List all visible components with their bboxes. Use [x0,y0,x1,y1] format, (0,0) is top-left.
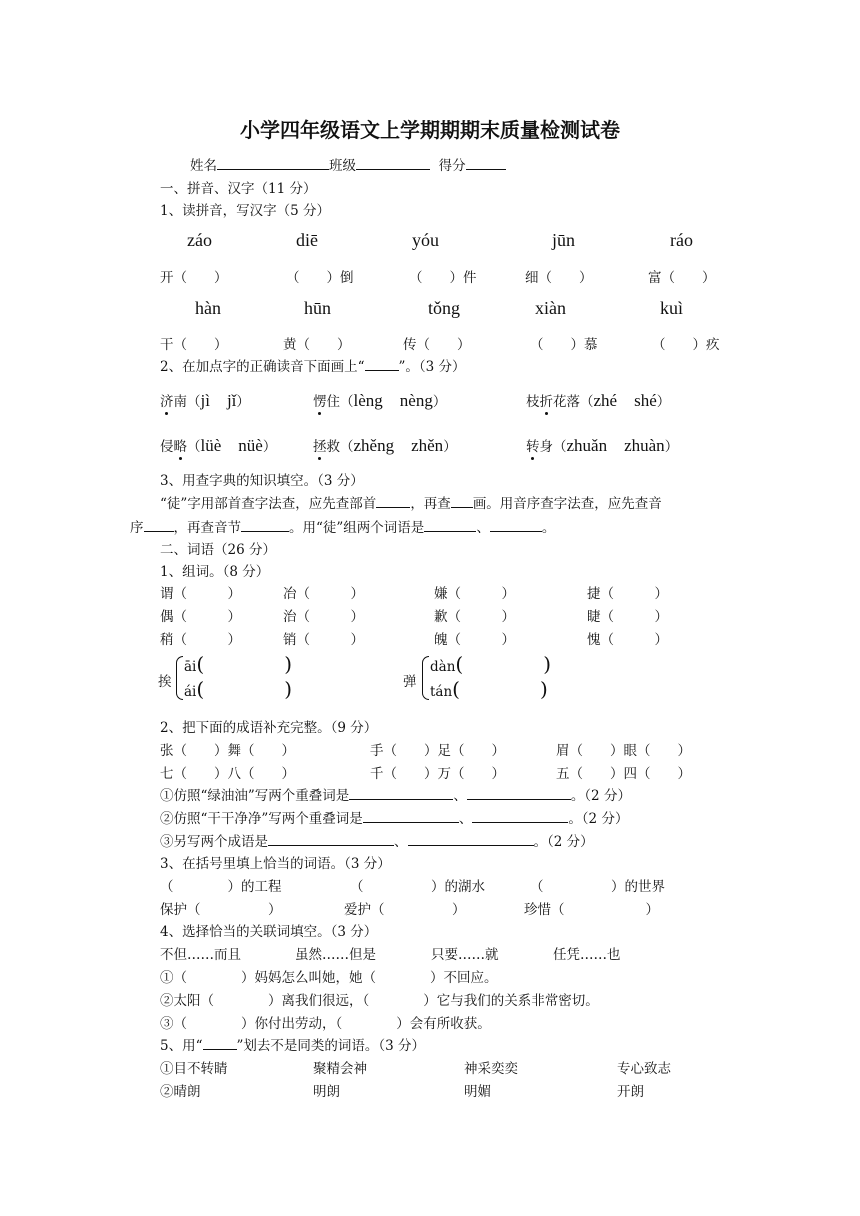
conjunction-sentence[interactable]: ②太阳（ ）离我们很远，（ ）它与我们的关系非常密切。 [160,993,599,1009]
tone-item: 侵略（lüè nüè） [160,436,277,455]
pinyin-options[interactable]: zhuǎn zhuàn [566,436,665,455]
conjunction-sentence[interactable]: ①（ ）妈妈怎么叫她，她（ ）不回应。 [160,970,498,986]
pinyin-options[interactable]: zhé shé [593,391,657,410]
class-blank[interactable] [356,155,430,170]
idiom-extra: ③另写两个成语是 、 。（2 分） [160,834,594,850]
conjunction-option: 任凭……也 [553,947,621,963]
char-blank[interactable]: （ ）件 [409,270,477,286]
underline-sample [365,358,399,371]
pinyin-options[interactable]: zhěng zhěn [353,436,444,455]
reduplication-1: ①仿照“绿油油”写两个重叠词是 、 。（2 分） [160,788,631,804]
answer-blank[interactable] [490,519,542,532]
word-blank[interactable]: 魄（ ） [434,632,515,648]
phrase-blank[interactable]: 珍惜（ ） [524,902,659,918]
word-option[interactable]: 聚精会神 [313,1061,367,1077]
char-blank[interactable]: 细（ ） [525,270,593,286]
word-blank[interactable]: 偶（ ） [160,609,241,625]
conjunction-option: 不但……而且 [160,947,241,963]
pinyin: ráo [670,230,693,250]
word-option[interactable]: 明媚 [464,1084,491,1100]
section-2-heading: 二、词语（26 分） [160,542,276,558]
question-2-1: 1、组词。（8 分） [160,564,270,580]
conjunction-sentence[interactable]: ③（ ）你付出劳动，（ ）会有所收获。 [160,1016,491,1032]
word-blank[interactable]: 治（ ） [283,609,364,625]
brace-icon [176,656,183,700]
pinyin: hàn [195,298,221,318]
phrase-blank[interactable]: 保护（ ） [160,902,282,918]
name-label: 姓名 [190,158,217,174]
char-blank[interactable]: 传（ ） [403,337,471,353]
idiom-blank[interactable]: 张（ ）舞（ ） [160,743,295,759]
polyphone-reading[interactable]: tán( ) [430,677,548,701]
phrase-blank[interactable]: （ ）的世界 [530,879,665,895]
section-1-heading: 一、拼音、汉字（11 分） [160,181,317,197]
question-1-3: 3、用查字典的知识填空。（3 分） [160,473,364,489]
student-info-line [190,154,506,174]
polyphone-char: 挨 [158,674,172,690]
answer-blank[interactable] [268,833,394,846]
answer-blank[interactable] [349,787,453,800]
pinyin-options[interactable]: lüè nüè [200,436,263,455]
char-blank[interactable]: （ ）倒 [286,270,354,286]
dictionary-line-2: 序 ，再查音节 。用“徒”组两个词语是 、 。 [130,520,556,536]
char-blank[interactable]: 开（ ） [160,270,228,286]
reduplication-2: ②仿照“干干净净”写两个重叠词是 、 。（2 分） [160,811,629,827]
answer-blank[interactable] [363,810,459,823]
pinyin: hūn [304,298,331,318]
question-2-5: 5、用“ ”划去不是同类的词语。（3 分） [160,1038,426,1054]
name-blank[interactable] [217,155,329,170]
conjunction-option: 只要……就 [431,947,499,963]
word-option[interactable]: 开朗 [617,1084,644,1100]
page-title: 小学四年级语文上学期期期末质量检测试卷 [240,118,620,142]
brace-icon [422,656,429,700]
char-blank[interactable]: 干（ ） [160,337,228,353]
word-blank[interactable]: 捷（ ） [587,586,668,602]
char-blank[interactable]: （ ）慕 [530,337,598,353]
idiom-blank[interactable]: 千（ ）万（ ） [370,766,505,782]
pinyin-options[interactable]: jì jǐ [200,391,237,410]
tone-item: 枝折花落（zhé shé） [526,391,671,410]
word-blank[interactable]: 谓（ ） [160,586,241,602]
question-2-2: 2、把下面的成语补充完整。（9 分） [160,720,378,736]
pinyin: yóu [412,230,439,250]
char-blank[interactable]: 富（ ） [648,270,716,286]
question-2-4: 4、选择恰当的关联词填空。（3 分） [160,924,378,940]
phrase-blank[interactable]: （ ）的工程 [160,879,282,895]
answer-blank[interactable] [408,833,534,846]
tone-item: 济南（jì jǐ） [160,391,250,410]
pinyin: xiàn [535,298,566,318]
idiom-blank[interactable]: 眉（ ）眼（ ） [556,743,691,759]
char-blank[interactable]: （ ）疚 [652,337,720,353]
word-option[interactable]: 神采奕奕 [464,1061,518,1077]
question-1-1: 1、读拼音，写汉字（5 分） [160,203,330,219]
polyphone-reading[interactable]: dàn( ) [430,652,552,676]
word-blank[interactable]: 睫（ ） [587,609,668,625]
answer-blank[interactable] [451,495,473,508]
dictionary-line-1: “徒”字用部首查字法查，应先查部首 ，再查 画。用音序查字法查，应先查音 [160,496,662,512]
answer-blank[interactable] [472,810,568,823]
question-2-3: 3、在括号里填上恰当的词语。（3 分） [160,856,391,872]
pinyin-options[interactable]: lèng nèng [353,391,433,410]
idiom-blank[interactable]: 手（ ）足（ ） [370,743,505,759]
polyphone-reading[interactable]: ái( ) [184,677,292,701]
pinyin: diē [296,230,318,250]
answer-blank[interactable] [467,787,571,800]
word-blank[interactable]: 嫌（ ） [434,586,515,602]
answer-blank[interactable] [241,519,289,532]
idiom-blank[interactable]: 七（ ）八（ ） [160,766,295,782]
conjunction-option: 虽然……但是 [295,947,376,963]
polyphone-char: 弹 [403,674,417,690]
word-blank[interactable]: 歉（ ） [434,609,515,625]
score-blank[interactable] [466,155,506,170]
question-1-2: 2、在加点字的正确读音下面画上“ ”。（3 分） [160,359,466,375]
word-blank[interactable]: 稍（ ） [160,632,241,648]
phrase-blank[interactable]: （ ）的湖水 [350,879,485,895]
char-blank[interactable]: 黄（ ） [283,337,351,353]
phrase-blank[interactable]: 爱护（ ） [344,902,466,918]
word-blank[interactable]: 销（ ） [283,632,364,648]
word-blank[interactable]: 冶（ ） [283,586,364,602]
polyphone-reading[interactable]: āi( ) [184,652,292,676]
tone-item: 拯救（zhěng zhěn） [313,436,457,455]
answer-blank[interactable] [376,495,410,508]
pinyin: kuì [660,298,684,318]
word-option[interactable]: ①目不转睛 [160,1061,228,1077]
idiom-blank[interactable]: 五（ ）四（ ） [556,766,691,782]
underline-sample [203,1037,237,1050]
tone-item: 转身（zhuǎn zhuàn） [526,436,679,455]
word-blank[interactable]: 愧（ ） [587,632,668,648]
word-option[interactable]: ②晴朗 [160,1084,201,1100]
tone-item: 愣住（lèng nèng） [313,391,447,410]
answer-blank[interactable] [424,519,476,532]
pinyin: jūn [552,230,576,250]
pinyin: tǒng [428,298,461,318]
word-option[interactable]: 专心致志 [617,1061,671,1077]
answer-blank[interactable] [144,519,174,532]
pinyin: záo [187,230,212,250]
score-label: 得分 [438,158,466,174]
word-option[interactable]: 明朗 [313,1084,340,1100]
class-label: 班级 [329,158,356,174]
